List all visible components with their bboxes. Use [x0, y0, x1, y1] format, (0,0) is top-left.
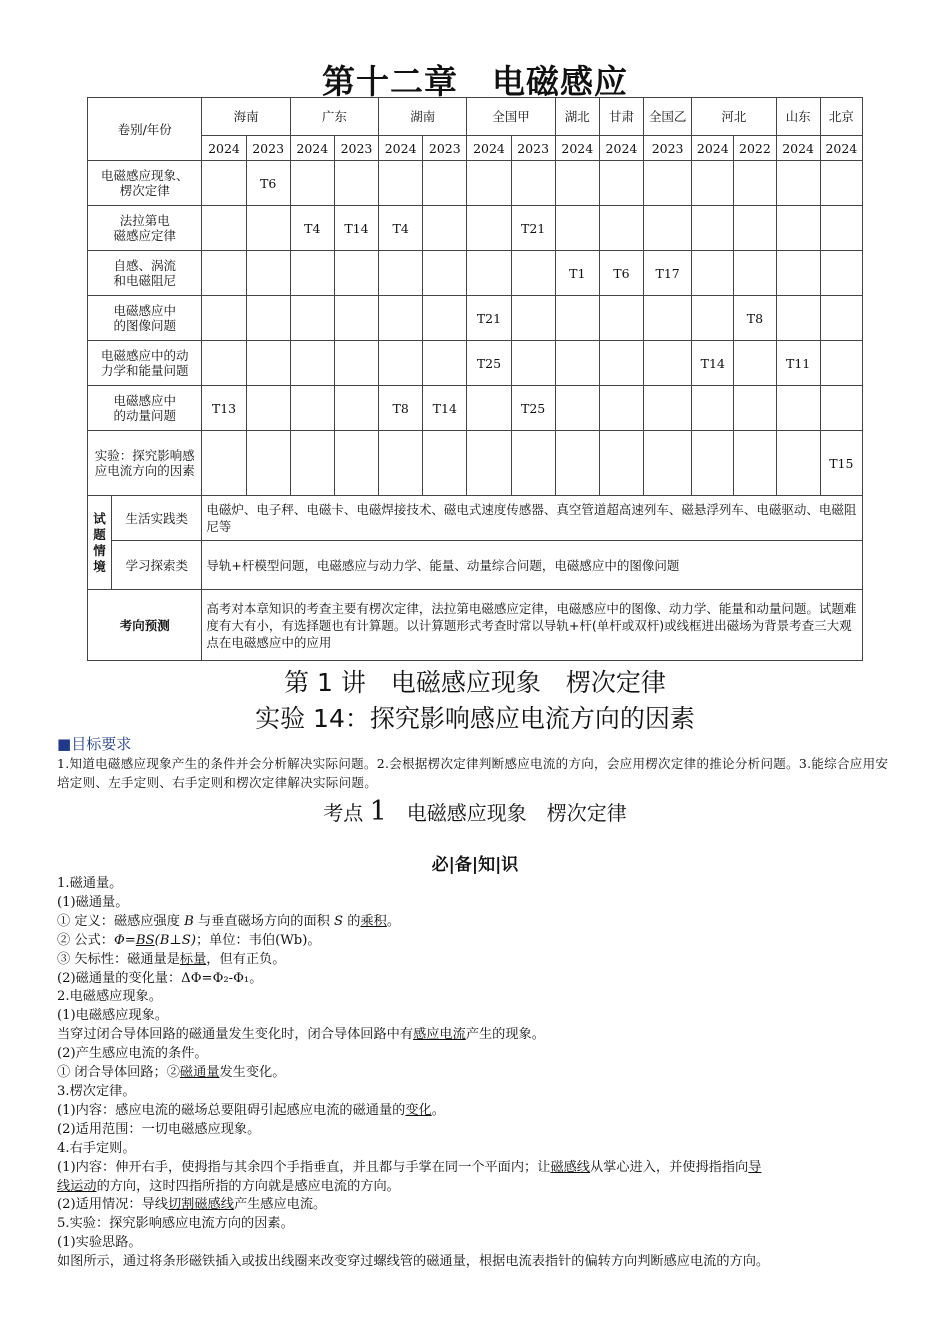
- table-cell: [467, 386, 511, 431]
- table-cell: [555, 341, 599, 386]
- situation-row: [88, 541, 863, 590]
- table-cell: T4: [379, 206, 423, 251]
- table-cell: [290, 161, 334, 206]
- table-cell: [820, 341, 862, 386]
- region-header: 湖北: [555, 98, 599, 136]
- table-cell: [423, 161, 467, 206]
- year-header: 2024: [290, 136, 334, 161]
- table-cell: [290, 431, 334, 496]
- table-cell: [555, 161, 599, 206]
- situation-label: 试题情境: [88, 496, 112, 590]
- table-cell: [423, 206, 467, 251]
- text-line: ② 公式：Φ=BS(B⊥S)；单位：韦伯(Wb)。: [57, 932, 321, 948]
- table-cell: [599, 386, 643, 431]
- table-cell: T8: [734, 296, 776, 341]
- table-cell: [734, 386, 776, 431]
- table-cell: T1: [555, 251, 599, 296]
- table-cell: [734, 341, 776, 386]
- table-cell: [776, 206, 820, 251]
- table-cell: T11: [776, 341, 820, 386]
- topic-row: [88, 161, 863, 206]
- topic-label: 自感、涡流 和电磁阻尼: [88, 251, 202, 296]
- region-header: 广东: [290, 98, 378, 136]
- table-cell: [246, 341, 290, 386]
- table-cell: [820, 386, 862, 431]
- text-line: (2)适用情况：导线切割磁感线产生感应电流。: [57, 1197, 327, 1213]
- text-line: (2)产生感应电流的条件。: [57, 1046, 208, 1062]
- topic-label: 电磁感应中 的动量问题: [88, 386, 202, 431]
- topic-row: [88, 386, 863, 431]
- table-cell: [820, 251, 862, 296]
- topic-label: 电磁感应现象、 楞次定律: [88, 161, 202, 206]
- table-cell: [644, 341, 692, 386]
- table-cell: T14: [692, 341, 734, 386]
- table-cell: [692, 431, 734, 496]
- table-cell: [334, 251, 378, 296]
- text-line: (2)磁通量的变化量：ΔΦ=Φ₂-Φ₁。: [57, 970, 263, 986]
- table-cell: [246, 386, 290, 431]
- table-cell: [334, 431, 378, 496]
- section-heading: 必|备|知|识: [431, 855, 519, 875]
- year-header: 2024: [776, 136, 820, 161]
- forecast-text: 高考对本章知识的考查主要有楞次定律，法拉第电磁感应定律，电磁感应中的图像、动力学、能量和动量问题。试题难度有大有小，有选择题也有计算题。以计算题形式考查时常以导轨+杆(单杆或双杆)或线框进出磁场为背景考查三大观点在电磁感应中的应用: [202, 590, 863, 661]
- region-header: 全国甲: [467, 98, 555, 136]
- text-line: 4.右手定则。: [57, 1140, 136, 1156]
- table-cell: [290, 341, 334, 386]
- table-cell: [644, 206, 692, 251]
- table-cell: [776, 251, 820, 296]
- table-cell: [334, 341, 378, 386]
- table-cell: [820, 206, 862, 251]
- year-header: 2024: [555, 136, 599, 161]
- exam-distribution-table: [87, 97, 863, 661]
- text-line: (1)内容：伸开右手，使拇指与其余四个手指垂直，并且都与手掌在同一个平面内；让磁感线从掌心进入，并使拇指指向导: [57, 1159, 762, 1175]
- text-line: 如图所示，通过将条形磁铁插入或拔出线圈来改变穿过螺线管的磁通量，根据电流表指针的偏转方向判断感应电流的方向。: [57, 1254, 770, 1270]
- text-line: (1)磁通量。: [57, 894, 129, 910]
- text-line: ① 闭合导体回路；②磁通量发生变化。: [57, 1065, 286, 1081]
- topic-row: [88, 296, 863, 341]
- table-cell: [290, 386, 334, 431]
- text-line: 2.电磁感应现象。: [57, 989, 162, 1005]
- table-cell: [511, 296, 555, 341]
- topic-label: 法拉第电 磁感应定律: [88, 206, 202, 251]
- text-line: ① 定义：磁感应强度 B 与垂直磁场方向的面积 S 的乘积。: [57, 913, 401, 929]
- year-header: 2024: [467, 136, 511, 161]
- table-cell: [511, 161, 555, 206]
- year-header: 2024: [820, 136, 862, 161]
- year-header: 2024: [599, 136, 643, 161]
- table-cell: [776, 431, 820, 496]
- topic-label: 电磁感应中 的图像问题: [88, 296, 202, 341]
- situation-text: 导轨+杆模型问题，电磁感应与动力学、能量、动量综合问题，电磁感应中的图像问题: [202, 541, 863, 590]
- table-cell: [734, 161, 776, 206]
- text-line: (1)实验思路。: [57, 1235, 142, 1251]
- table-cell: [511, 341, 555, 386]
- text-line: 线运动的方向，这时四指所指的方向就是感应电流的方向。: [57, 1178, 400, 1194]
- text-line: 3.楞次定律。: [57, 1083, 136, 1099]
- table-cell: [202, 431, 246, 496]
- text-line: (1)内容：感应电流的磁场总要阻碍引起感应电流的磁通量的变化。: [57, 1102, 445, 1118]
- table-cell: T14: [334, 206, 378, 251]
- table-cell: T8: [379, 386, 423, 431]
- table-cell: [511, 431, 555, 496]
- year-header: 2024: [692, 136, 734, 161]
- table-cell: [644, 161, 692, 206]
- text-line: (1)电磁感应现象。: [57, 1008, 168, 1024]
- table-cell: [334, 161, 378, 206]
- chapter-title: 第十二章 电磁感应: [322, 62, 628, 101]
- topic-label: 实验：探究影响感 应电流方向的因素: [88, 431, 202, 496]
- goal-text: 1.知道电磁感应现象产生的条件并会分析解决实际问题。2.会根据楞次定律判断感应电流的方向，会应用楞次定律的推论分析问题。3.能综合应用安培定则、左手定则、右手定则和楞次定律解决实际问题。: [57, 756, 889, 790]
- table-cell: [246, 206, 290, 251]
- year-header: 2024: [202, 136, 246, 161]
- table-cell: [644, 386, 692, 431]
- table-cell: [734, 206, 776, 251]
- year-header: 2022: [734, 136, 776, 161]
- table-cell: [467, 206, 511, 251]
- table-cell: [599, 341, 643, 386]
- table-cell: T15: [820, 431, 862, 496]
- kaodian-number: 1: [369, 796, 387, 827]
- table-cell: [202, 251, 246, 296]
- table-cell: [379, 296, 423, 341]
- forecast-row: [88, 590, 863, 661]
- table-cell: [555, 431, 599, 496]
- table-cell: T6: [599, 251, 643, 296]
- region-header: 海南: [202, 98, 290, 136]
- table-cell: [555, 296, 599, 341]
- table-cell: [692, 161, 734, 206]
- table-cell: [423, 341, 467, 386]
- table-cell: [379, 251, 423, 296]
- table-cell: [692, 296, 734, 341]
- table-cell: [379, 431, 423, 496]
- table-corner-header: 卷别/年份: [88, 98, 202, 161]
- table-cell: [734, 431, 776, 496]
- text-line: 当穿过闭合导体回路的磁通量发生变化时，闭合导体回路中有感应电流产生的现象。: [57, 1027, 545, 1043]
- region-header: 甘肃: [599, 98, 643, 136]
- table-cell: [644, 296, 692, 341]
- table-cell: [734, 251, 776, 296]
- region-header: 河北: [692, 98, 776, 136]
- table-cell: [599, 431, 643, 496]
- region-header: 湖南: [379, 98, 467, 136]
- situation-type: 生活实践类: [112, 496, 202, 541]
- table-cell: [202, 206, 246, 251]
- table-cell: T21: [511, 206, 555, 251]
- table-cell: [334, 296, 378, 341]
- lecture-title: 第 1 讲 电磁感应现象 楞次定律: [284, 668, 666, 697]
- table-cell: [290, 251, 334, 296]
- table-cell: [423, 296, 467, 341]
- table-cell: [599, 206, 643, 251]
- table-cell: [246, 296, 290, 341]
- text-line: 5.实验：探究影响感应电流方向的因素。: [57, 1216, 294, 1232]
- table-cell: [776, 161, 820, 206]
- text-line: 1.磁通量。: [57, 876, 123, 891]
- table-cell: T13: [202, 386, 246, 431]
- table-cell: [246, 431, 290, 496]
- table-cell: [423, 251, 467, 296]
- table-cell: [290, 296, 334, 341]
- experiment-title: 实验 14：探究影响感应电流方向的因素: [255, 704, 695, 733]
- year-header: 2023: [334, 136, 378, 161]
- table-cell: [202, 296, 246, 341]
- table-cell: [692, 206, 734, 251]
- year-header: 2023: [246, 136, 290, 161]
- table-cell: [599, 161, 643, 206]
- table-cell: T17: [644, 251, 692, 296]
- table-cell: T14: [423, 386, 467, 431]
- region-header: 北京: [820, 98, 862, 136]
- situation-text: 电磁炉、电子秤、电磁卡、电磁焊接技术、磁电式速度传感器、真空管道超高速列车、磁悬浮列车、电磁驱动、电磁阻尼等: [202, 496, 863, 541]
- table-cell: [820, 296, 862, 341]
- table-cell: [776, 296, 820, 341]
- year-header: 2023: [511, 136, 555, 161]
- table-cell: [379, 161, 423, 206]
- situation-row: [88, 496, 863, 541]
- table-cell: [246, 251, 290, 296]
- table-cell: [599, 296, 643, 341]
- table-cell: T21: [467, 296, 511, 341]
- table-cell: [379, 341, 423, 386]
- kaodian-heading: 考点 1 电磁感应现象 楞次定律: [323, 796, 627, 827]
- table-cell: [511, 251, 555, 296]
- table-cell: [820, 161, 862, 206]
- table-cell: T4: [290, 206, 334, 251]
- table-cell: [555, 206, 599, 251]
- text-line: ③ 矢标性：磁通量是标量，但有正负。: [57, 951, 286, 967]
- table-cell: [467, 161, 511, 206]
- situation-type: 学习探索类: [112, 541, 202, 590]
- table-cell: [555, 386, 599, 431]
- table-cell: [202, 161, 246, 206]
- table-cell: [334, 386, 378, 431]
- table-cell: [692, 251, 734, 296]
- topic-label: 电磁感应中的动 力学和能量问题: [88, 341, 202, 386]
- region-header: 山东: [776, 98, 820, 136]
- table-cell: [467, 251, 511, 296]
- table-cell: T25: [467, 341, 511, 386]
- table-cell: T6: [246, 161, 290, 206]
- year-header: 2023: [423, 136, 467, 161]
- table-cell: [467, 431, 511, 496]
- year-header: 2023: [644, 136, 692, 161]
- topic-row: [88, 341, 863, 386]
- table-cell: [423, 431, 467, 496]
- region-header: 全国乙: [644, 98, 692, 136]
- square-bullet-icon: ■: [57, 735, 72, 753]
- year-header: 2024: [379, 136, 423, 161]
- table-cell: [692, 386, 734, 431]
- topic-row: [88, 251, 863, 296]
- forecast-label: 考向预测: [88, 590, 202, 661]
- knowledge-content: [57, 875, 907, 1272]
- topic-row: [88, 206, 863, 251]
- topic-row: [88, 431, 863, 496]
- goal-heading: [57, 733, 131, 754]
- table-cell: [776, 386, 820, 431]
- goal-title: 目标要求: [71, 735, 132, 753]
- text-line: (2)适用范围：一切电磁感应现象。: [57, 1121, 261, 1137]
- table-cell: T25: [511, 386, 555, 431]
- table-cell: [202, 341, 246, 386]
- table-cell: [644, 431, 692, 496]
